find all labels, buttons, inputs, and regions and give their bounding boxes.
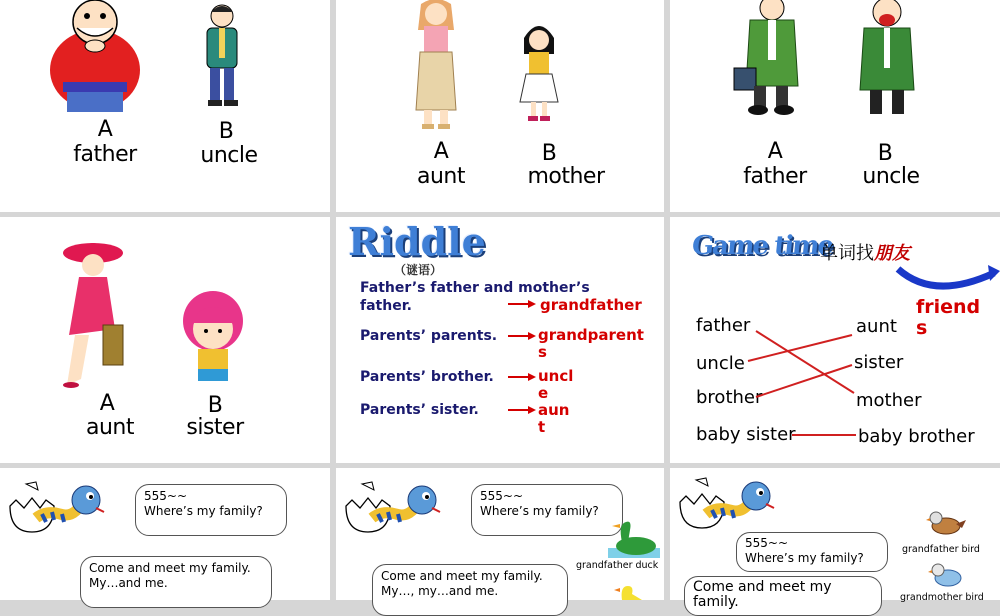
riddle-title: Riddle xyxy=(348,219,486,264)
riddle-answer-1: grandfather xyxy=(540,296,642,314)
game-title: Game time xyxy=(690,231,834,261)
aunt-cartoon-image xyxy=(396,0,476,132)
slide-aunt-sister[interactable] xyxy=(0,217,330,463)
friends-label: friends xyxy=(916,296,981,339)
option-a-letter: A xyxy=(97,117,113,142)
speech-bubble-2 xyxy=(684,576,882,616)
option-b-word: uncle xyxy=(862,164,920,189)
bubble-line-1: 555~~ xyxy=(480,489,524,503)
bird-caption-2: grandmother bird xyxy=(900,592,984,603)
match-line-uncle-aunt xyxy=(748,335,852,361)
mother-cartoon-image xyxy=(516,18,562,124)
riddle-question-1: Father’s father and mother’s father. xyxy=(360,280,590,314)
option-a-word: father xyxy=(73,142,137,167)
yellow-duck-image xyxy=(612,584,652,600)
right-word-3[interactable]: mother xyxy=(856,390,922,411)
riddle-question-3: Parents’ brother. xyxy=(360,369,494,385)
option-b-letter: B xyxy=(218,119,234,144)
right-word-2[interactable]: sister xyxy=(854,352,904,373)
option-b-letter: B xyxy=(541,141,557,166)
bubble-line-1: Come and meet my family. xyxy=(89,561,251,575)
green-duck-image xyxy=(608,518,660,560)
option-b-word: uncle xyxy=(200,143,258,168)
right-word-4[interactable]: baby brother xyxy=(858,426,975,447)
father-cartoon-image xyxy=(732,0,812,116)
option-b-letter: B xyxy=(207,393,223,418)
option-a-letter: A xyxy=(433,139,449,164)
grandmother-bird-image xyxy=(928,560,966,590)
option-b-word: mother xyxy=(527,164,605,189)
bubble-line-2: Where’s my family? xyxy=(480,504,599,518)
speech-bubble-2 xyxy=(372,564,568,616)
bubble-line-2: My…and me. xyxy=(89,576,168,590)
bubble-line-2: My…, my…and me. xyxy=(381,584,499,598)
slide-father-uncle-2[interactable] xyxy=(670,0,1000,212)
riddle-answer-3: uncle xyxy=(538,367,574,402)
option-a-word: father xyxy=(743,164,807,189)
option-a-letter: A xyxy=(767,139,783,164)
arrow-icon xyxy=(508,372,536,382)
slide-snake-family-2[interactable] xyxy=(336,468,664,600)
speech-bubble-1 xyxy=(736,532,888,572)
aunt-hat-cartoon-image xyxy=(55,239,135,389)
bubble-line-2: Where’s my family? xyxy=(144,504,263,518)
match-line-father-mother xyxy=(756,331,854,393)
arrow-icon xyxy=(508,331,536,341)
game-subtitle-em: 朋友 xyxy=(874,243,910,264)
bubble-line-2: Where’s my family? xyxy=(745,551,864,565)
slide-riddle[interactable] xyxy=(336,217,664,463)
riddle-question-2: Parents’ parents. xyxy=(360,328,498,344)
riddle-question-4: Parents’ sister. xyxy=(360,402,479,418)
match-line-brother-sister xyxy=(756,365,852,397)
bubble-line-1: 555~~ xyxy=(144,489,188,503)
slide-aunt-mother[interactable] xyxy=(336,0,664,212)
option-a-word: aunt xyxy=(417,164,465,189)
bubble-line-1: Come and meet my family. xyxy=(693,579,832,610)
eggshell-snake-image xyxy=(676,478,776,532)
eggshell-snake-image xyxy=(6,482,106,536)
left-word-2[interactable]: uncle xyxy=(696,353,745,374)
option-b-word: sister xyxy=(186,415,244,440)
slide-game-time[interactable] xyxy=(670,217,1000,463)
grandfather-bird-image xyxy=(926,508,966,538)
arrow-icon xyxy=(508,405,536,415)
riddle-answer-4: aunt xyxy=(538,401,570,436)
uncle-cartoon-image xyxy=(854,0,920,120)
game-subtitle-plain: 单词找 xyxy=(820,243,874,264)
slide-father-uncle-1[interactable] xyxy=(0,0,330,212)
speech-bubble-1 xyxy=(471,484,623,536)
slide-snake-family-3[interactable] xyxy=(670,468,1000,610)
option-b-letter: B xyxy=(877,141,893,166)
riddle-subtitle: （谜语） xyxy=(394,263,443,277)
right-word-1[interactable]: aunt xyxy=(856,316,897,337)
bubble-line-1: 555~~ xyxy=(745,536,789,550)
speech-bubble-2 xyxy=(80,556,272,608)
grandpa-cartoon-image xyxy=(45,0,145,116)
slide-snake-family-1[interactable] xyxy=(0,468,330,600)
bubble-line-1: Come and meet my family. xyxy=(381,569,543,583)
eggshell-snake-image xyxy=(342,482,442,536)
arrow-icon xyxy=(508,299,536,309)
left-word-4[interactable]: baby sister xyxy=(696,424,796,445)
uncle-cartoon-image xyxy=(200,0,244,108)
left-word-3[interactable]: brother xyxy=(696,387,763,408)
option-a-letter: A xyxy=(99,391,115,416)
speech-bubble-1 xyxy=(135,484,287,536)
bird-caption-1: grandfather bird xyxy=(902,544,980,555)
riddle-answer-2: grandparents xyxy=(538,326,644,361)
option-a-word: aunt xyxy=(86,415,134,440)
sister-cartoon-image xyxy=(180,287,246,387)
match-lines xyxy=(670,217,1000,463)
duck-caption: grandfather duck xyxy=(576,560,659,571)
left-word-1[interactable]: father xyxy=(696,315,751,336)
